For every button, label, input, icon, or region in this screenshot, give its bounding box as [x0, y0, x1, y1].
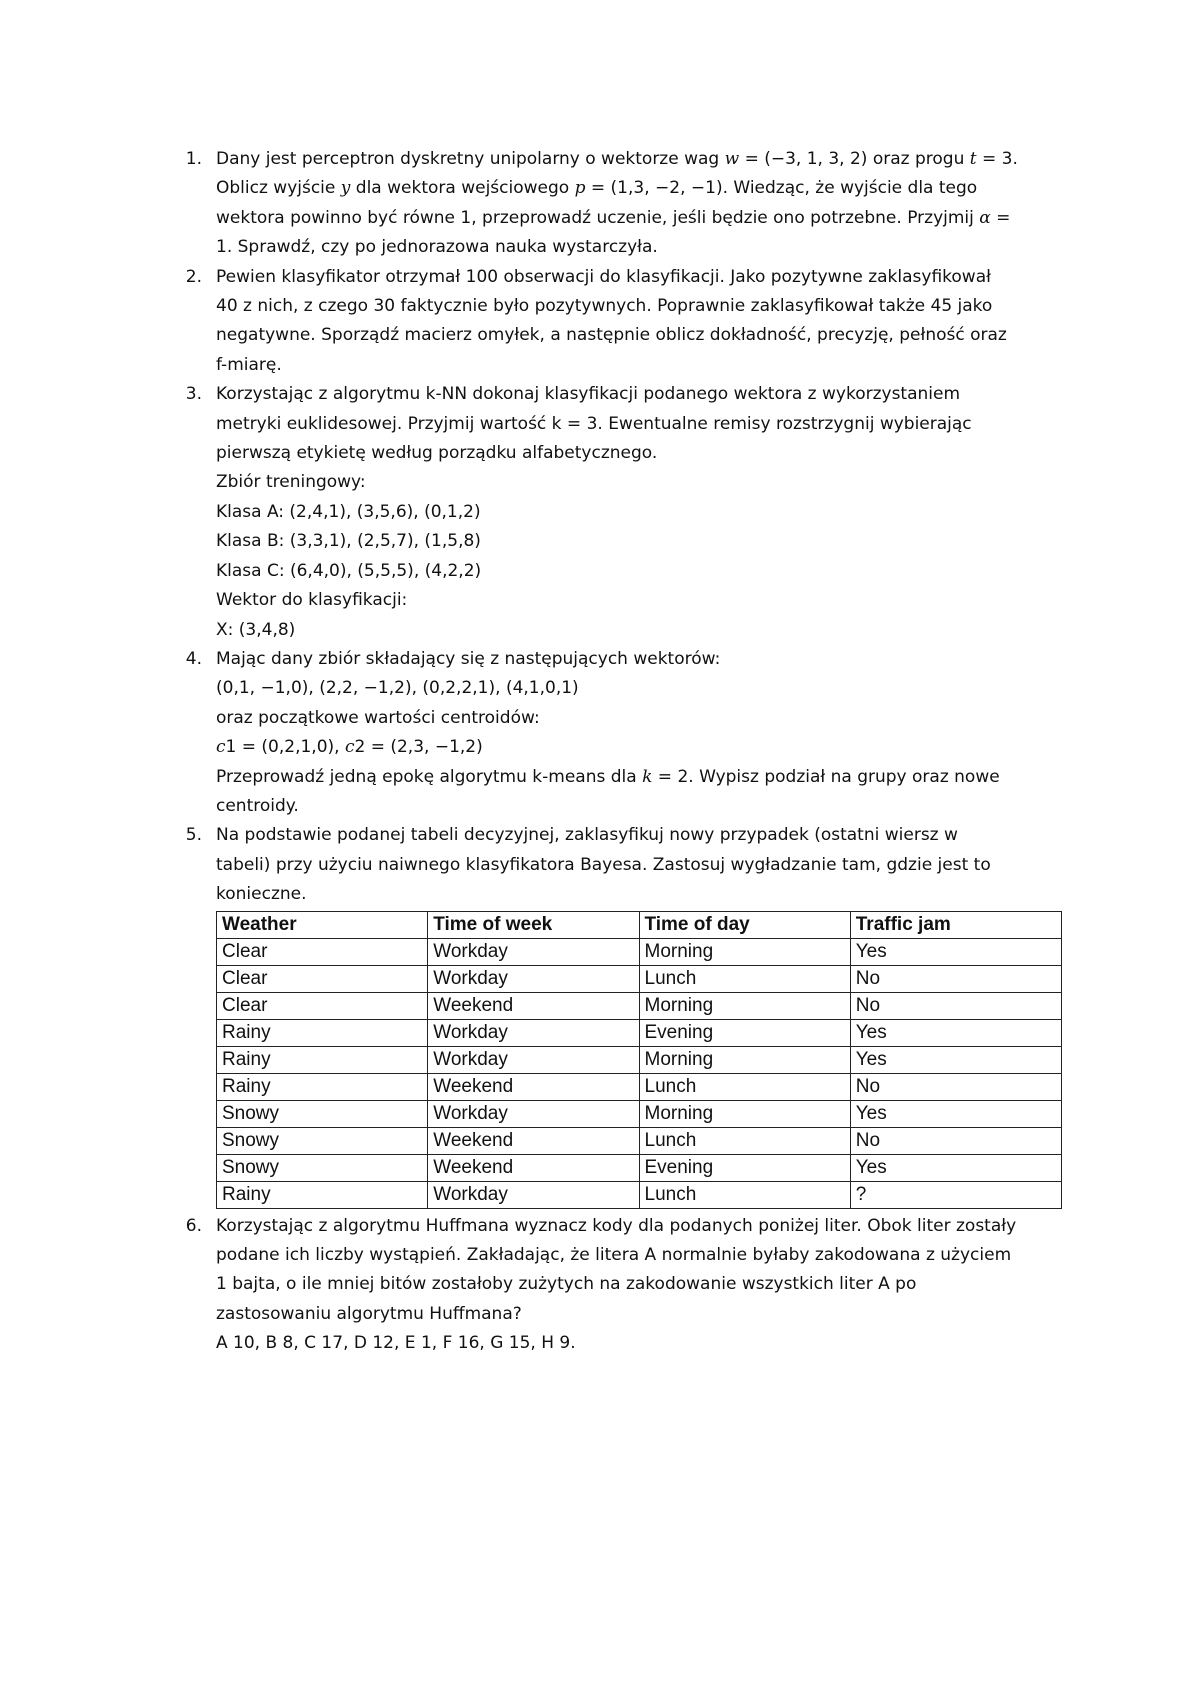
- text-line: [216, 233, 1078, 262]
- math-symbol: c: [344, 737, 355, 758]
- text-line: [216, 527, 1078, 556]
- text-line: [216, 468, 1078, 497]
- table-cell: Evening: [639, 1154, 850, 1181]
- table-cell: Lunch: [639, 1127, 850, 1154]
- problem-text: [216, 645, 1078, 821]
- text-line: [216, 204, 1078, 233]
- problem-6: [178, 1212, 1078, 1359]
- text-line: [216, 439, 1078, 468]
- problem-list: [178, 145, 1078, 1359]
- table-cell: ?: [850, 1181, 1061, 1208]
- table-row: [217, 1073, 1062, 1100]
- text-fragment: Oblicz wyjście: [216, 178, 341, 199]
- text-fragment: podane ich liczby wystąpień. Zakładając, że litera A normalnie byłaby zakodowana z użyciem: [216, 1244, 1012, 1265]
- table-cell: Yes: [850, 1019, 1061, 1046]
- text-fragment: = (1,3, −2, −1). Wiedząc, że wyjście dla tego: [585, 178, 978, 199]
- problem-1: [178, 145, 1078, 263]
- table-cell: Weekend: [428, 1127, 639, 1154]
- table-cell: Workday: [428, 1046, 639, 1073]
- table-cell: Workday: [428, 1181, 639, 1208]
- text-fragment: oraz początkowe wartości centroidów:: [216, 707, 540, 728]
- text-line: [216, 645, 1078, 674]
- table-cell: Yes: [850, 1154, 1061, 1181]
- text-line: [216, 851, 1078, 880]
- text-fragment: Korzystając z algorytmu k-NN dokonaj klasyfikacji podanego wektora z wykorzystaniem: [216, 384, 961, 405]
- text-line: [216, 821, 1078, 850]
- text-fragment: Klasa A: (2,4,1), (3,5,6), (0,1,2): [216, 501, 481, 522]
- table-cell: Workday: [428, 1019, 639, 1046]
- text-fragment: zastosowaniu algorytmu Huffmana?: [216, 1303, 522, 1324]
- table-cell: Lunch: [639, 1181, 850, 1208]
- table-row: [217, 1181, 1062, 1208]
- text-line: [216, 1212, 1078, 1241]
- text-fragment: = 2. Wypisz podział na grupy oraz nowe: [652, 766, 1000, 787]
- column-header: Traffic jam: [850, 911, 1061, 938]
- text-fragment: Dany jest perceptron dyskretny unipolarny o wektorze wag: [216, 149, 725, 169]
- text-line: [216, 674, 1078, 703]
- text-line: [216, 174, 1078, 203]
- problem-text: [216, 145, 1078, 263]
- table-cell: Rainy: [217, 1046, 428, 1073]
- table-cell: Yes: [850, 1100, 1061, 1127]
- table-cell: Yes: [850, 938, 1061, 965]
- text-fragment: A 10, B 8, C 17, D 12, E 1, F 16, G 15, H 9.: [216, 1333, 576, 1354]
- table-row: [217, 1046, 1062, 1073]
- text-line: [216, 1241, 1078, 1270]
- text-fragment: =: [990, 207, 1011, 228]
- text-line: [216, 586, 1078, 615]
- table-cell: Clear: [217, 965, 428, 992]
- text-line: [216, 1329, 1078, 1358]
- table-cell: No: [850, 965, 1061, 992]
- problem-text: [216, 821, 1078, 1208]
- text-fragment: negatywne. Sporządź macierz omyłek, a następnie oblicz dokładność, precyzję, pełność oraz: [216, 325, 1007, 346]
- table-row: [217, 992, 1062, 1019]
- table-cell: Rainy: [217, 1073, 428, 1100]
- table-cell: Morning: [639, 1046, 850, 1073]
- text-line: [216, 321, 1078, 350]
- table-cell: Workday: [428, 965, 639, 992]
- table-cell: Morning: [639, 992, 850, 1019]
- problem-text: [216, 1212, 1078, 1359]
- text-line: [216, 557, 1078, 586]
- table-cell: Morning: [639, 1100, 850, 1127]
- problem-5: [178, 821, 1078, 1208]
- text-fragment: Na podstawie podanej tabeli decyzyjnej, zaklasyfikuj nowy przypadek (ostatni wiersz w: [216, 825, 958, 846]
- table-cell: Snowy: [217, 1127, 428, 1154]
- text-line: [216, 410, 1078, 439]
- text-fragment: Klasa B: (3,3,1), (2,5,7), (1,5,8): [216, 531, 481, 552]
- text-fragment: (0,1, −1,0), (2,2, −1,2), (0,2,2,1), (4,1,0,1): [216, 678, 579, 699]
- text-fragment: Wektor do klasyfikacji:: [216, 590, 408, 611]
- math-symbol: c: [216, 737, 226, 758]
- table-cell: Clear: [217, 992, 428, 1019]
- table-cell: Yes: [850, 1046, 1061, 1073]
- text-fragment: = (−3, 1, 3, 2) oraz progu: [739, 149, 970, 169]
- problem-2: [178, 263, 1078, 381]
- text-line: [216, 380, 1078, 409]
- table-row: [217, 938, 1062, 965]
- text-line: [216, 763, 1078, 792]
- decision-table: [216, 911, 1062, 1209]
- text-line: [216, 1300, 1078, 1329]
- table-cell: Workday: [428, 938, 639, 965]
- table-cell: Lunch: [639, 965, 850, 992]
- text-fragment: f-miarę.: [216, 354, 282, 375]
- table-cell: Weekend: [428, 1073, 639, 1100]
- table-row: [217, 1100, 1062, 1127]
- text-fragment: Klasa C: (6,4,0), (5,5,5), (4,2,2): [216, 560, 482, 581]
- table-cell: Weekend: [428, 992, 639, 1019]
- math-symbol: y: [340, 178, 351, 199]
- text-fragment: 1 = (0,2,1,0),: [225, 737, 345, 758]
- text-fragment: tabeli) przy użyciu naiwnego klasyfikatora Bayesa. Zastosuj wygładzanie tam, gdzie jest to: [216, 854, 991, 875]
- text-fragment: X: (3,4,8): [216, 619, 296, 640]
- text-fragment: konieczne.: [216, 884, 307, 905]
- problem-number: 4.: [185, 648, 202, 669]
- text-fragment: dla wektora wejściowego: [350, 178, 575, 199]
- text-fragment: 2 = (2,3, −1,2): [354, 737, 483, 758]
- text-fragment: wektora powinno być równe 1, przeprowadź uczenie, jeśli będzie ono potrzebne. Przyjmij: [216, 207, 980, 228]
- math-symbol: t: [969, 149, 977, 169]
- column-header: Weather: [217, 911, 428, 938]
- table-cell: No: [850, 1127, 1061, 1154]
- text-fragment: = 3.: [976, 149, 1018, 169]
- text-line: [216, 292, 1078, 321]
- problem-number: 5.: [185, 825, 202, 846]
- text-fragment: Pewien klasyfikator otrzymał 100 obserwacji do klasyfikacji. Jako pozytywne zaklasyfikował: [216, 266, 991, 287]
- text-fragment: 1. Sprawdź, czy po jednorazowa nauka wystarczyła.: [216, 237, 658, 258]
- table-cell: Clear: [217, 938, 428, 965]
- problem-4: [178, 645, 1078, 821]
- text-line: [216, 880, 1078, 909]
- math-symbol: w: [724, 149, 740, 169]
- table-cell: Snowy: [217, 1100, 428, 1127]
- text-line: [216, 792, 1078, 821]
- problem-text: [216, 263, 1078, 381]
- table-cell: Evening: [639, 1019, 850, 1046]
- text-line: [216, 733, 1078, 762]
- table-cell: Snowy: [217, 1154, 428, 1181]
- table-cell: Workday: [428, 1100, 639, 1127]
- text-fragment: 1 bajta, o ile mniej bitów zostałoby zużytych na zakodowanie wszystkich liter A po: [216, 1274, 917, 1295]
- text-line: [216, 351, 1078, 380]
- text-fragment: Przeprowadź jedną epokę algorytmu k-means dla: [216, 766, 643, 787]
- problem-number: 2.: [185, 266, 202, 287]
- text-fragment: Korzystając z algorytmu Huffmana wyznacz kody dla podanych poniżej liter. Obok liter zostały: [216, 1215, 1017, 1236]
- table-header-row: [217, 911, 1062, 938]
- table-row: [217, 965, 1062, 992]
- text-fragment: centroidy.: [216, 795, 299, 816]
- text-fragment: Mając dany zbiór składający się z następujących wektorów:: [216, 648, 721, 669]
- problem-number: 6.: [185, 1215, 202, 1236]
- text-line: [216, 704, 1078, 733]
- table-cell: Rainy: [217, 1019, 428, 1046]
- table-cell: Weekend: [428, 1154, 639, 1181]
- table-cell: Morning: [639, 938, 850, 965]
- table-cell: No: [850, 992, 1061, 1019]
- table-cell: Lunch: [639, 1073, 850, 1100]
- problem-3: [178, 380, 1078, 645]
- text-fragment: Zbiór treningowy:: [216, 472, 366, 493]
- text-line: [216, 616, 1078, 645]
- text-fragment: 40 z nich, z czego 30 faktycznie było pozytywnych. Poprawnie zaklasyfikował także 45 jako: [216, 296, 993, 317]
- table-row: [217, 1019, 1062, 1046]
- problem-number: 3.: [185, 384, 202, 405]
- table-cell: Rainy: [217, 1181, 428, 1208]
- math-symbol: α: [979, 207, 991, 228]
- column-header: Time of week: [428, 911, 639, 938]
- text-line: [216, 145, 1078, 174]
- text-fragment: metryki euklidesowej. Przyjmij wartość k = 3. Ewentualne remisy rozstrzygnij wybierając: [216, 413, 972, 434]
- problem-number: 1.: [185, 149, 202, 169]
- column-header: Time of day: [639, 911, 850, 938]
- math-symbol: p: [574, 178, 586, 199]
- text-fragment: pierwszą etykietę według porządku alfabetycznego.: [216, 443, 658, 464]
- table-cell: No: [850, 1073, 1061, 1100]
- math-symbol: k: [642, 766, 653, 787]
- text-line: [216, 498, 1078, 527]
- text-line: [216, 1270, 1078, 1299]
- table-row: [217, 1154, 1062, 1181]
- table-row: [217, 1127, 1062, 1154]
- text-line: [216, 263, 1078, 292]
- problem-text: [216, 380, 1078, 645]
